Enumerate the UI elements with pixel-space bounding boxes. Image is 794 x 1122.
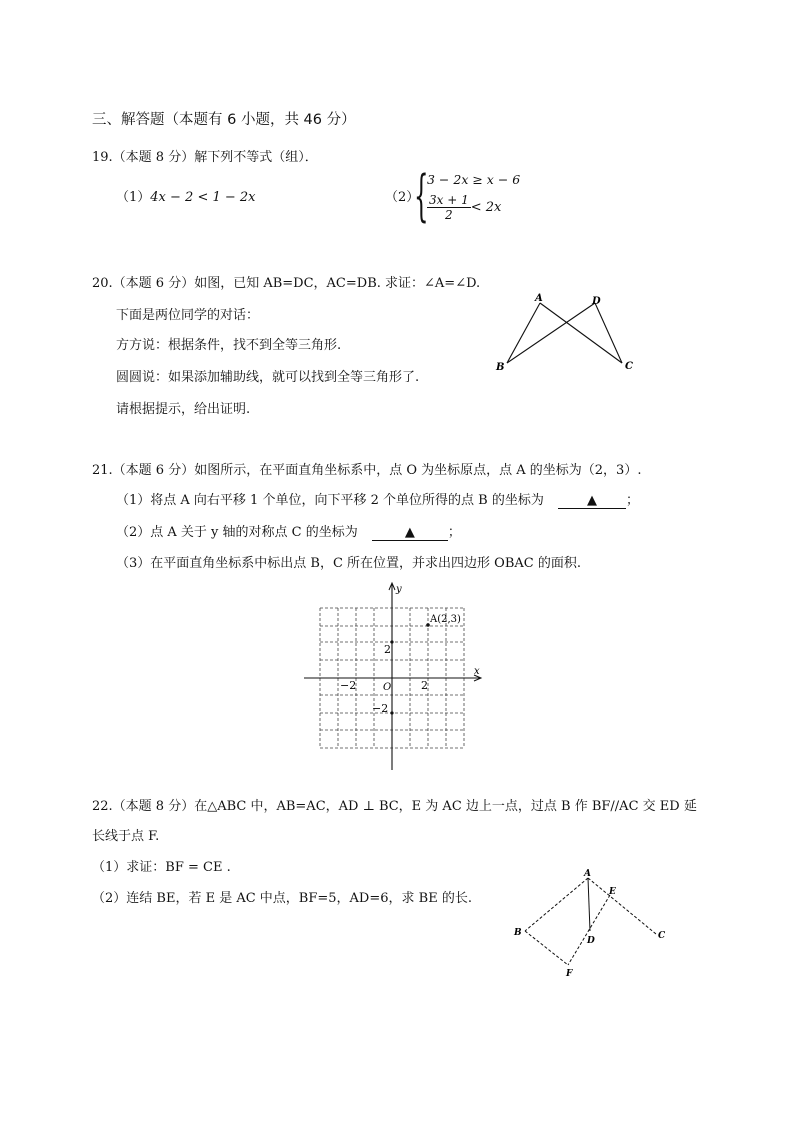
q22-label-b: B: [514, 928, 522, 938]
x-axis-label: x: [474, 666, 480, 677]
q22-part2: （2）连结 BE，若 E 是 AC 中点，BF=5，AD=6，求 BE 的长.: [92, 891, 472, 906]
tick-dot-y-neg2: [390, 711, 393, 714]
q19-fraction: [427, 193, 471, 222]
q19-part1-label: （1）: [116, 190, 151, 205]
q20-line4: 请根据提示，给出证明.: [116, 402, 251, 417]
q22-label-a: A: [584, 869, 591, 879]
q22-title-line1: 22.（本题 8 分）在△ABC 中，AB=AC，AD ⊥ BC，E 为 AC 边上一点，过点 B 作 BF//AC 交 ED 延: [92, 799, 697, 814]
q19-part2-label: （2）: [385, 190, 420, 205]
q19-part1-expr: 4x − 2 < 1 − 2x: [150, 190, 256, 205]
origin-label: O: [383, 682, 392, 693]
q21-part1-answer-blank[interactable]: [558, 494, 626, 509]
q20-seg-ab: [507, 303, 540, 363]
tick-y-neg-2: −2: [372, 702, 389, 715]
q20-line2: 方方说：根据条件，找不到全等三角形.: [116, 338, 342, 353]
q22-title-line2: 长线于点 F.: [92, 829, 160, 844]
q19-title: 19.（本题 8 分）解下列不等式（组）．: [92, 150, 318, 165]
q22-part1: （1）求证：BF = CE .: [92, 860, 231, 875]
q20-line1: 下面是两位同学的对话：: [116, 308, 260, 323]
tick-y-pos-2: 2: [384, 643, 391, 656]
q22-label-f: F: [566, 969, 573, 979]
q21-part2: [116, 521, 461, 541]
q20-label-d: D: [592, 296, 601, 307]
q22-label-e: E: [609, 887, 616, 897]
q21-part2-blank-mark: ▲: [404, 525, 415, 540]
y-axis-label: y: [396, 584, 402, 595]
q22-figure: [508, 866, 673, 981]
q20-title: 20.（本题 6 分）如图，已知 AB=DC，AC=DB. 求证：∠A=∠D.: [92, 276, 481, 291]
q19-fraction-num: 3x + 1: [429, 193, 469, 207]
q19-part2-line1: 3 − 2x ≥ x − 6: [427, 172, 521, 187]
q22-seg-ad: [588, 878, 590, 931]
q19-part2-line2: [427, 193, 501, 222]
q20-label-c: C: [625, 361, 633, 372]
q21-part1: [116, 489, 639, 509]
tick-x-pos-2: 2: [421, 679, 428, 692]
q20-seg-dc: [595, 303, 622, 363]
q19-part2-rhs: < 2x: [470, 200, 502, 215]
q20-label-a: A: [535, 293, 543, 304]
q21-part1-end: ；: [625, 493, 639, 508]
tick-dot-y2: [390, 640, 393, 643]
q21-part1-blank-mark: ▲: [586, 493, 597, 508]
point-a-label: A(2,3): [430, 614, 461, 625]
q19-fraction-den: 2: [445, 208, 453, 222]
q21-part2-text: （2）点 A 关于 y 轴的对称点 C 的坐标为: [116, 525, 358, 540]
q22-seg-bf: [525, 931, 568, 965]
q19-part1: [116, 186, 256, 205]
section-header: 三、解答题（本题有 6 小题，共 46 分）: [92, 112, 356, 128]
q22-seg-ac: [588, 878, 656, 934]
q22-label-c: C: [658, 931, 666, 941]
q22-seg-ab: [525, 878, 588, 931]
q20-line3: 圆圆说：如果添加辅助线，就可以找到全等三角形了.: [116, 370, 420, 385]
q21-coordinate-grid: [300, 578, 490, 773]
q19-brace: {: [414, 163, 429, 228]
q22-label-d: D: [587, 936, 595, 946]
q20-label-b: B: [496, 362, 505, 373]
q21-part3: （3）在平面直角坐标系中标出点 B，C 所在位置，并求出四边形 OBAC 的面积.: [116, 556, 581, 571]
q21-part2-answer-blank[interactable]: [372, 526, 448, 541]
q21-part1-text: （1）将点 A 向右平移 1 个单位，向下平移 2 个单位所得的点 B 的坐标为: [116, 493, 544, 508]
tick-x-neg-2: −2: [340, 679, 357, 692]
q20-figure: [490, 290, 650, 380]
q21-part2-end: ；: [447, 525, 461, 540]
q21-title: 21.（本题 6 分）如图所示，在平面直角坐标系中，点 O 为坐标原点，点 A 的坐标为（2，3）.: [92, 463, 642, 478]
